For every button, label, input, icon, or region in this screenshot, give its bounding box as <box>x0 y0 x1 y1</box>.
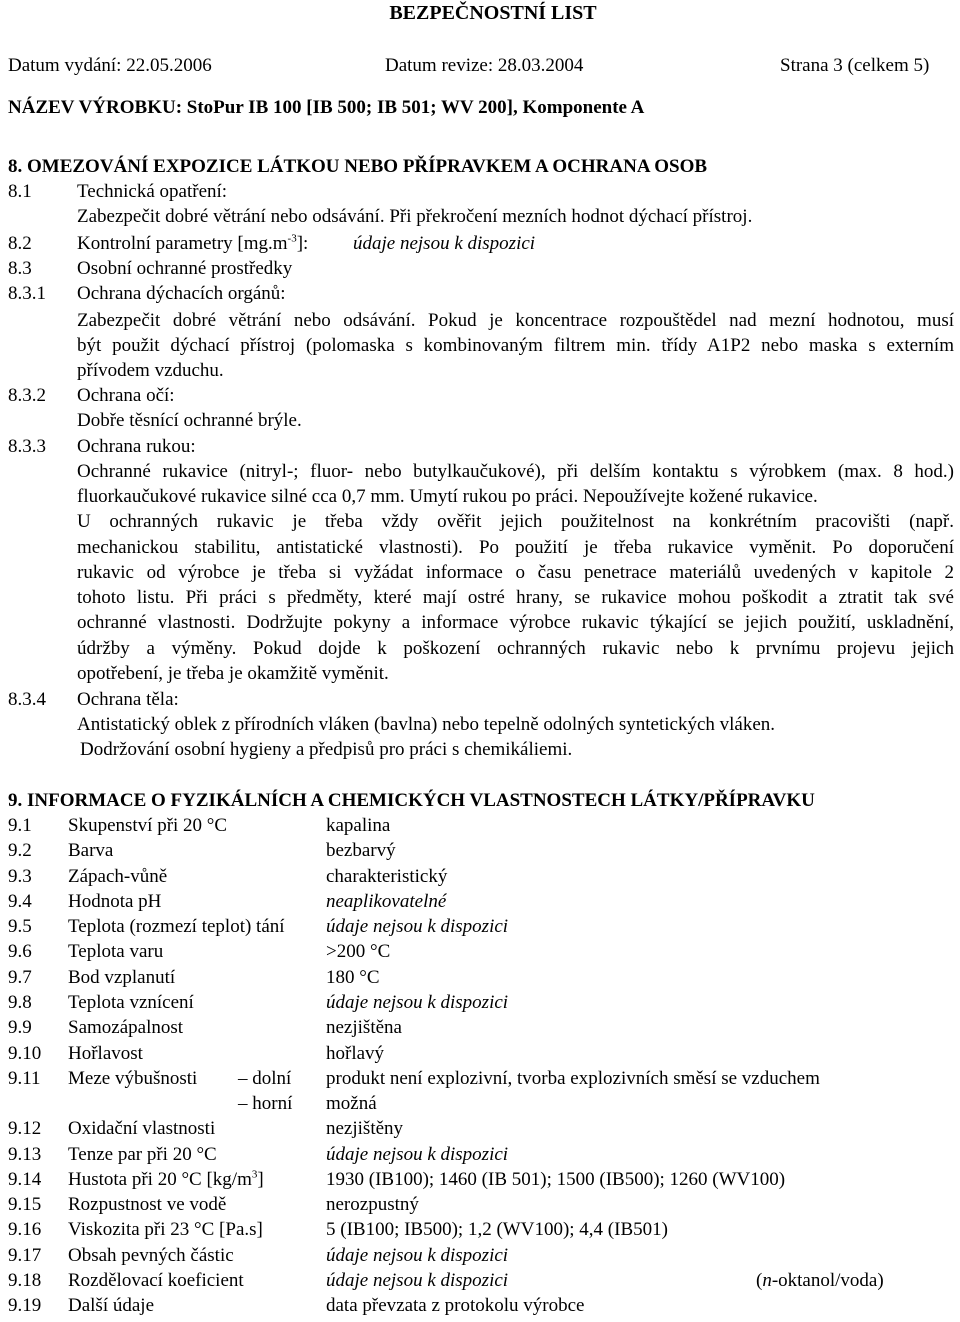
s834-line-2: Dodržování osobní hygieny a předpisů pro práci s chemikáliemi. <box>80 739 573 760</box>
property-value: neaplikovatelné <box>326 891 447 912</box>
property-number: 9.9 <box>8 1017 32 1038</box>
property-number: 9.17 <box>8 1245 42 1266</box>
s832-number: 8.3.2 <box>8 385 46 406</box>
s833-line-4: mechanickou stabilitu, antistatické vlastnosti). Po použití je třeba rukavice vyměnit. Po doporučení <box>77 537 954 558</box>
property-number: 9.5 <box>8 916 32 937</box>
s831-line-1: Zabezpečit dobré větrání nebo odsávání. Pokud je koncentrace rozpouštědel nad mezní hodnotou, musí <box>77 310 954 331</box>
property-number: 9.14 <box>8 1169 42 1190</box>
s81-text: Zabezpečit dobré větrání nebo odsávání. Při překročení mezních hodnot dýchací přístroj. <box>77 206 753 227</box>
property-number: 9.2 <box>8 840 32 861</box>
property-value: kapalina <box>326 815 391 836</box>
s833-line-9: opotřebení, je třeba je okamžitě vyměnit. <box>77 663 389 684</box>
property-value: údaje nejsou k dispozici <box>326 1245 509 1266</box>
property-number: 9.18 <box>8 1270 42 1291</box>
property-value: možná <box>326 1093 377 1114</box>
property-number: 9.10 <box>8 1043 42 1064</box>
s833-line-7: ochranné vlastnosti. Dodržujte pokyny a informace výrobce rukavic týkající se jejich použití, uskladnění, <box>77 612 954 633</box>
s833-line-8: údržby a výměny. Pokud dojde k poškození ochranných rukavic nebo k prvnímu projevu jejich <box>77 638 954 659</box>
explosion-limit-sublabel: – dolní <box>238 1068 292 1089</box>
property-number: 9.7 <box>8 967 32 988</box>
s833-line-3: U ochranných rukavic je třeba vždy ověřit jejich použitelnost na konkrétním pracovišti (např. <box>77 511 954 532</box>
property-label: Zápach-vůně <box>68 866 168 887</box>
property-value: nezjištěny <box>326 1118 404 1139</box>
property-number: 9.15 <box>8 1194 42 1215</box>
s833-line-6: tohoto listu. Při práci s předměty, které mají ostré hrany, se rukavice mohou poškodit a ztratit tak své <box>77 587 954 608</box>
property-label: Hustota při 20 °C $[kg/m^3]$ <box>68 1168 264 1190</box>
property-value: >200 °C <box>326 941 391 962</box>
property-value: produkt není explozivní, tvorba explozivních směsí se vzduchem <box>326 1068 820 1089</box>
property-number: 9.16 <box>8 1219 42 1240</box>
s834-title: Ochrana těla: <box>77 689 179 710</box>
property-label: Teplota vznícení <box>68 992 194 1013</box>
property-value: data převzata z protokolu výrobce <box>326 1295 585 1316</box>
explosion-limit-sublabel: – horní <box>238 1093 293 1114</box>
property-label: Bod vzplanutí <box>68 967 176 988</box>
s81-number: 8.1 <box>8 181 32 202</box>
property-value: údaje nejsou k dispozici <box>326 916 509 937</box>
s833-title: Ochrana rukou: <box>77 436 196 457</box>
property-label: Rozdělovací koeficient <box>68 1270 244 1291</box>
property-number: 9.3 <box>8 866 32 887</box>
property-label: Oxidační vlastnosti <box>68 1118 216 1139</box>
property-number: 9.6 <box>8 941 32 962</box>
s831-line-3: přívodem vzduchu. <box>77 360 224 381</box>
issue-date: Datum vydání: 22.05.2006 <box>8 55 212 76</box>
s831-title: Ochrana dýchacích orgánů: <box>77 283 286 304</box>
section-8-heading: 8. OMEZOVÁNÍ EXPOZICE LÁTKOU NEBO PŘÍPRAVKEM A OCHRANA OSOB <box>8 156 708 177</box>
property-number: 9.13 <box>8 1144 42 1165</box>
s81-title: Technická opatření: <box>77 181 228 202</box>
property-number: 9.4 <box>8 891 32 912</box>
s831-number: 8.3.1 <box>8 283 46 304</box>
s82-title: Kontrolní parametry $[mg.m^{-3}]$: <box>77 232 309 254</box>
s833-line-2: fluorkaučukové rukavice silné cca 0,7 mm. Umytí rukou po práci. Nepoužívejte kožené rukavice. <box>77 486 818 507</box>
s833-line-5: rukavic od výrobce je třeba si vyžádat informace o času penetrace materiálů uvedených v kapitole 2 <box>77 562 954 583</box>
s834-number: 8.3.4 <box>8 689 46 710</box>
property-number: 9.8 <box>8 992 32 1013</box>
property-label: Další údaje <box>68 1295 155 1316</box>
property-label: Teplota (rozmezí teplot) tání <box>68 916 285 937</box>
revision-date: Datum revize: 28.03.2004 <box>385 55 584 76</box>
s83-number: 8.3 <box>8 258 32 279</box>
property-value: údaje nejsou k dispozici <box>326 1270 509 1291</box>
property-number: 9.11 <box>8 1068 41 1089</box>
property-value: hořlavý <box>326 1043 385 1064</box>
s82-value: údaje nejsou k dispozici <box>353 233 536 254</box>
property-label: Tenze par při 20 °C <box>68 1144 217 1165</box>
property-value: nezjištěna <box>326 1017 402 1038</box>
property-value: 180 °C <box>326 967 380 988</box>
property-number: 9.12 <box>8 1118 42 1139</box>
property-label: Teplota varu <box>68 941 164 962</box>
s832-title: Ochrana očí: <box>77 385 175 406</box>
property-label: Samozápalnost <box>68 1017 184 1038</box>
s834-line-1: Antistatický oblek z přírodních vláken (bavlna) nebo tepelně odolných syntetických vláken. <box>77 714 776 735</box>
property-label: Hořlavost <box>68 1043 143 1064</box>
property-value: údaje nejsou k dispozici <box>326 992 509 1013</box>
s831-line-2: být použit dýchací přístroj (polomaska s kombinovaným filtrem min. třídy A1P2 nebo maska s externím <box>77 335 954 356</box>
property-note: (n-oktanol/voda) <box>756 1270 884 1291</box>
s833-line-1: Ochranné rukavice (nitryl-; fluor- nebo butylkaučukové), při delším kontaktu s výrobkem (max. 8 hod.) <box>77 461 954 482</box>
product-name: NÁZEV VÝROBKU: StoPur IB 100 [IB 500; IB 501; WV 200], Komponente A <box>8 97 645 118</box>
property-label: Barva <box>68 840 114 861</box>
property-label: Hodnota pH <box>68 891 162 912</box>
page-number: Strana 3 (celkem 5) <box>780 55 930 76</box>
s833-number: 8.3.3 <box>8 436 46 457</box>
property-label: Meze výbušnosti <box>68 1068 198 1089</box>
property-value: údaje nejsou k dispozici <box>326 1144 509 1165</box>
property-value: nerozpustný <box>326 1194 419 1215</box>
property-value: bezbarvý <box>326 840 396 861</box>
property-value: charakteristický <box>326 866 448 887</box>
s82-number: 8.2 <box>8 233 32 254</box>
s832-text: Dobře těsnící ochranné brýle. <box>77 410 302 431</box>
section-9-heading: 9. INFORMACE O FYZIKÁLNÍCH A CHEMICKÝCH VLASTNOSTECH LÁTKY/PŘÍPRAVKU <box>8 790 815 811</box>
property-value: 5 (IB100; IB500); 1,2 (WV100); 4,4 (IB501) <box>326 1219 668 1240</box>
property-label: Obsah pevných částic <box>68 1245 234 1266</box>
property-label: Rozpustnost ve vodě <box>68 1194 227 1215</box>
property-number: 9.1 <box>8 815 32 836</box>
s83-title: Osobní ochranné prostředky <box>77 258 293 279</box>
property-label: Skupenství při 20 °C <box>68 815 228 836</box>
property-value: 1930 (IB100); 1460 (IB 501); 1500 (IB500); 1260 (WV100) <box>326 1169 786 1190</box>
property-label: Viskozita při 23 °C [Pa.s] <box>68 1219 263 1240</box>
document-title: BEZPEČNOSTNÍ LIST <box>389 2 597 24</box>
property-number: 9.19 <box>8 1295 42 1316</box>
